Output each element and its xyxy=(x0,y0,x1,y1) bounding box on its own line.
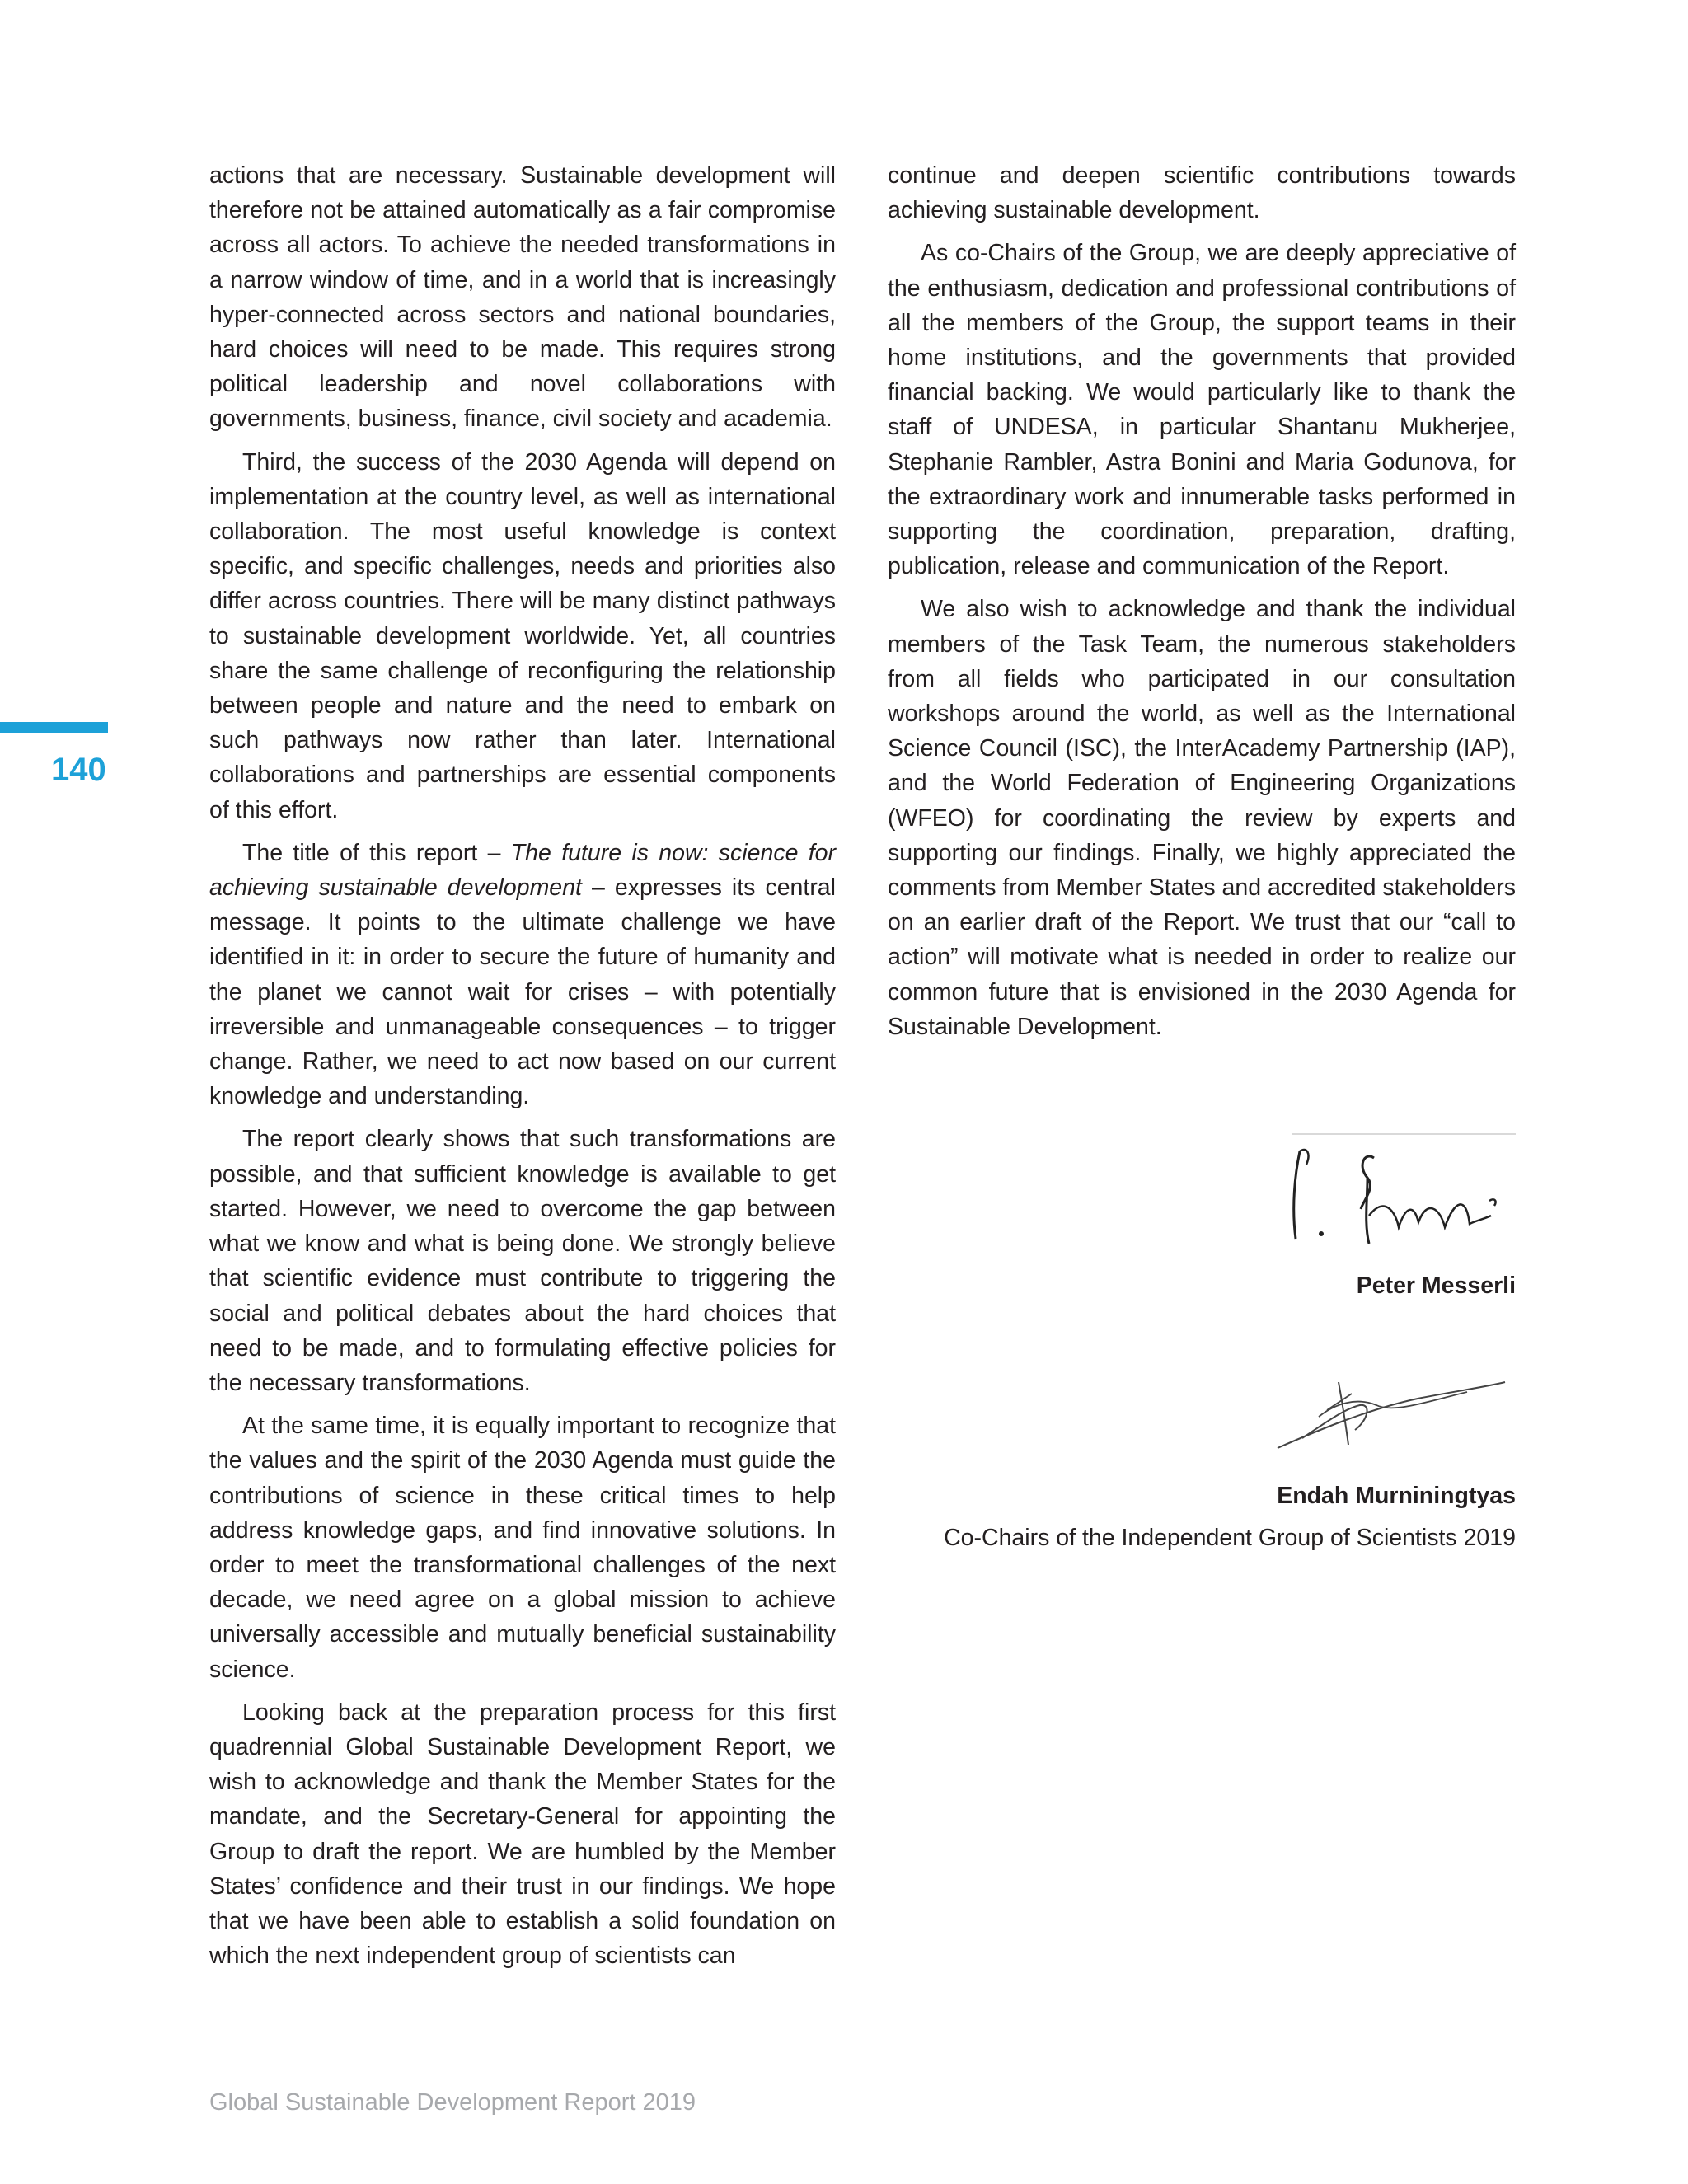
co-chairs-caption: Co-Chairs of the Independent Group of Scientists 2019 xyxy=(944,1525,1516,1551)
signature-divider xyxy=(1292,1133,1516,1135)
text-span: The title of this report – xyxy=(242,839,511,866)
signer-name: Endah Murniningtyas xyxy=(1277,1483,1516,1509)
right-column xyxy=(888,158,1516,1052)
page-number-bar xyxy=(0,722,108,733)
paragraph: As co-Chairs of the Group, we are deeply appreciative of the enthusiasm, dedication and professional contributions of all the members of the Group, the support teams in their home institutions, and the governments that provided financial backing. We would particularly like to thank the staff of UNDESA, in particular Shantanu Mukherjee, Stephanie Rambler, Astra Bonini and Maria Godunova, for the extraordinary work and innumerable tasks performed in supporting the coordination, preparation, drafting, publication, release and communication of the Report. xyxy=(888,240,1516,580)
page-number: 140 xyxy=(51,752,106,788)
paragraph: At the same time, it is equally important to recognize that the values and the spirit of the 2030 Agenda must guide the contributions of science in these critical times to help address knowledge gaps, and find innovative solutions. In order to meet the transformational challenges of the next decade, we need agree on a global mission to achieve universally accessible and mutually beneficial sustainability science. xyxy=(209,1413,836,1683)
report-title: The future is now: science for achieving sustainable development xyxy=(209,839,836,902)
paragraph: The report clearly shows that such transformations are possible, and that sufficient knowledge is available to get started. However, we need to overcome the gap between what we know and what is being done. We strongly believe that scientific evidence must contribute to triggering the social and political debates about the hard choices that need to be made, and to formulating effective policies for the necessary transformations. xyxy=(209,1126,836,1396)
signer-name: Peter Messerli xyxy=(1356,1272,1516,1299)
paragraph: We also wish to acknowledge and thank the individual members of the Task Team, the numerous stakeholders from all fields who participated in our consultation workshops around the world, as well as the International Science Council (ISC), the InterAcademy Partnership (IAP), and the World Federation of Engineering Organizations (WFEO) for coordinating the review by experts and supporting our findings. Finally, we highly appreciated the comments from Member States and accredited stakeholders on an earlier draft of the Report. We trust that our “call to action” will motivate what is needed in order to realize our common future that is envisioned in the 2030 Agenda for Sustainable Development. xyxy=(888,596,1516,1040)
paragraph-report-title xyxy=(209,836,836,1114)
paragraph: actions that are necessary. Sustainable development will therefore not be attained automatically as a fair compromise across all actors. To achieve the needed transformations in a narrow window of time, and in a world that is increasingly hyper-connected across sectors and national boundaries, hard choices will need to be made. This requires strong political leadership and novel collaborations with governments, business, finance, civil society and academia. xyxy=(209,162,836,433)
text-span: – expresses its central message. It points to the ultimate challenge we have identified in it: in order to secure the future of humanity and the planet we cannot wait for crises – with potentially irreversible and unmanageable consequences – to trigger change. Rather, we need to act now based on our current knowledge and understanding. xyxy=(209,874,836,1110)
signature-endah-murniningtyas xyxy=(1269,1372,1517,1455)
paragraph: Third, the success of the 2030 Agenda will depend on implementation at the country level, as well as international collaboration. The most useful knowledge is context specific, and specific challenges, needs and priorities also differ across countries. There will be many distinct pathways to sustainable development worldwide. Yet, all countries share the same challenge of reconfiguring the relationship between people and nature and the need to embark on such pathways now rather than later. International collaborations and partnerships are essential components of this effort. xyxy=(209,448,836,823)
paragraph: Looking back at the preparation process for this first quadrennial Global Sustainable Development Report, we wish to acknowledge and thank the Member States for the mandate, and the Secretary-General for appointing the Group to draft the report. We are humbled by the Member States’ confidence and their trust in our findings. We hope that we have been able to establish a solid foundation on which the next independent group of scientists can xyxy=(209,1699,836,1970)
left-column xyxy=(209,158,836,1981)
paragraph: continue and deepen scientific contributions towards achieving sustainable development. xyxy=(888,162,1516,224)
signature-peter-messerli xyxy=(1282,1141,1521,1249)
footer-report-title: Global Sustainable Development Report 2019 xyxy=(209,2089,696,2116)
